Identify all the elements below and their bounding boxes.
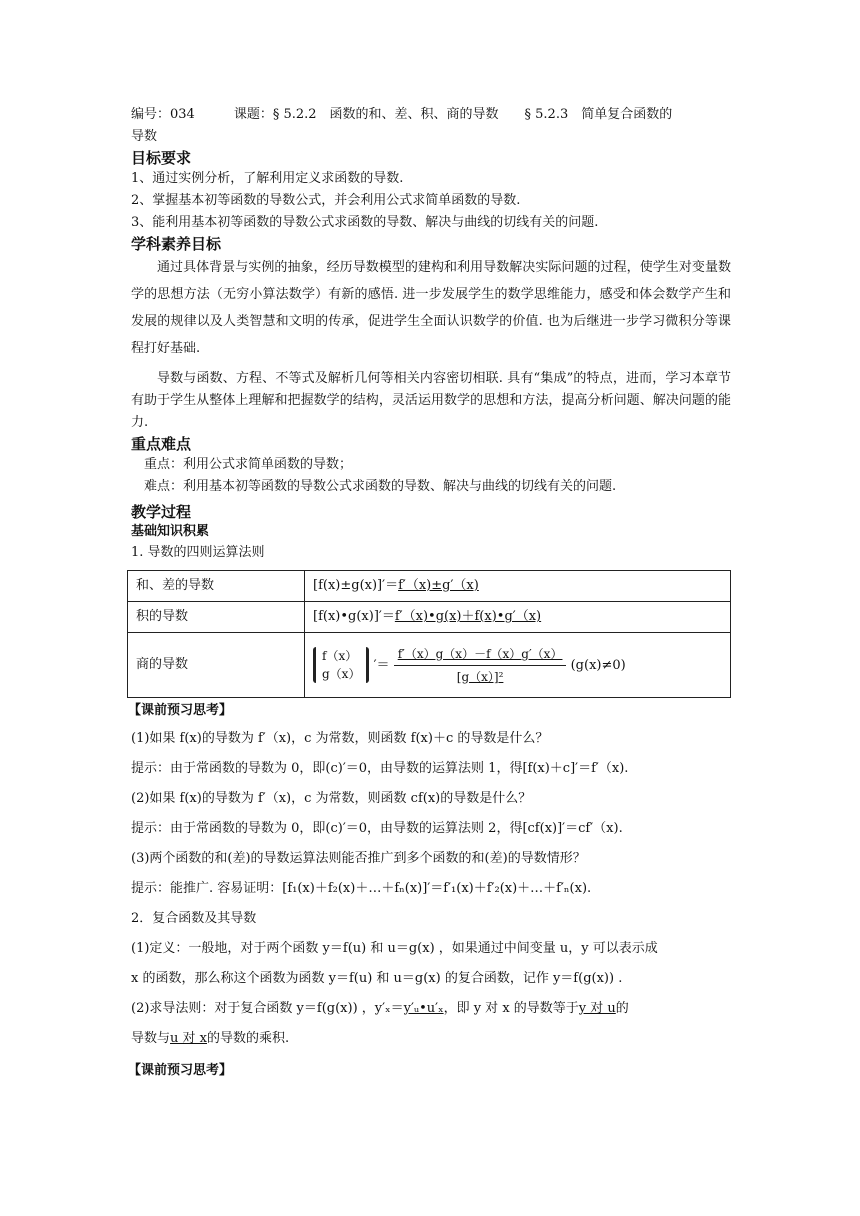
preview-title: 【课前预习思考】 <box>128 703 233 718</box>
hint-line: 提示：由于常函数的导数为 0，即(c)′＝0，由导数的运算法则 2，得[cf(x)]′＝cf′（x). <box>131 821 623 836</box>
formula-lhs: [f(x)•g(x)]′＝ <box>313 609 395 624</box>
quotient-bottom: g（x） <box>322 667 361 681</box>
goal-item: 3、能利用基本初等函数的导数公式求函数的导数、解决与曲线的切线有关的问题. <box>131 215 599 230</box>
rule-name: 积的导数 <box>128 602 305 633</box>
table-row <box>128 602 731 633</box>
question-line: (3)两个函数的和(差)的导数运算法则能否推广到多个函数的和(差)的导数情形？ <box>131 851 586 866</box>
composite-definition-cont: x 的函数，那么称这个函数为函数 y＝f(u) 和 u＝g(x) 的复合函数，记作 y＝f(g(x)) . <box>131 971 623 986</box>
header-line-cont: 导数 <box>131 129 158 144</box>
fraction-numerator: f′（x）g（x）－f（x）g′（x） <box>394 643 567 666</box>
table-row <box>128 633 731 698</box>
derivative-rules-table <box>127 570 731 698</box>
composite-definition: (1)定义：一般地，对于两个函数 y＝f(u) 和 u＝g(x) ，如果通过中间变量 u，y 可以表示成 <box>131 941 658 956</box>
preview-title-2: 【课前预习思考】 <box>128 1063 233 1078</box>
goal-item: 2、掌握基本初等函数的导数公式，并会利用公式求简单函数的导数. <box>131 193 521 208</box>
rules-heading: 1. 导数的四则运算法则 <box>131 545 265 560</box>
keypoints-title: 重点难点 <box>131 435 192 453</box>
quotient-top: f（x） <box>322 649 358 663</box>
difficult-point: 难点：利用基本初等函数的导数公式求函数的导数、解决与曲线的切线有关的问题. <box>144 479 617 494</box>
formula-rhs: f′（x)±g′（x) <box>398 578 479 593</box>
rule-name: 商的导数 <box>128 633 305 698</box>
question-line: (1)如果 f(x)的导数为 f′（x)，c 为常数，则函数 f(x)＋c 的导数是什么？ <box>131 731 549 746</box>
literacy-paragraph-2: 导数与函数、方程、不等式及解析几何等相关内容密切相联. 具有“集成”的特点，进而，学习本章节有助于学生从整体上理解和把握数学的结构，灵活运用数学的思想和方法，提高分析问题、解决问题的能力. <box>131 371 731 430</box>
rule-formula <box>305 602 731 633</box>
document-page <box>128 104 731 1084</box>
table-row <box>128 571 731 602</box>
composite-rule: (2)求导法则：对于复合函数 y＝f(g(x)) ，y′ₓ＝y′ᵤ•u′ₓ，即 y 对 x 的导数等于y 对 u的 <box>131 1001 629 1016</box>
formula-lhs: [f(x)±g(x)]′＝ <box>313 578 399 593</box>
literacy-title: 学科素养目标 <box>131 235 222 253</box>
rule-formula <box>305 571 731 602</box>
literacy-paragraph-1: 通过具体背景与实例的抽象，经历导数模型的建构和利用导数解决实际问题的过程，使学生对变量数学的思想方法（无穷小算法数学）有新的感悟. 进一步发展学生的数学思维能力，感受和体会数学产生和发展的规律以及人类智慧和文明的传承，促进学生全面认识数学的价值. 也为后继进一步学习微积分等课程打好基础. <box>131 260 731 356</box>
quotient-fraction <box>394 643 567 688</box>
goals-title: 目标要求 <box>131 149 192 167</box>
hint-line: 提示：由于常函数的导数为 0，即(c)′＝0，由导数的运算法则 1，得[f(x)＋c]′＝f′（x). <box>131 761 629 776</box>
key-point: 重点：利用公式求简单函数的导数； <box>144 457 353 472</box>
quotient-condition: (g(x)≠0) <box>570 657 626 673</box>
header-line: 编号：034 课题：§ 5.2.2 函数的和、差、积、商的导数 § 5.2.3 简单复合函数的 <box>131 107 673 122</box>
goal-item: 1、通过实例分析，了解利用定义求函数的导数. <box>131 171 404 186</box>
formula-rhs: f′（x)•g(x)＋f(x)•g′（x) <box>394 609 542 624</box>
rule-name: 和、差的导数 <box>128 571 305 602</box>
process-subtitle: 基础知识积累 <box>131 524 210 539</box>
hint-line: 提示：能推广. 容易证明：[f₁(x)＋f₂(x)＋…＋fₙ(x)]′＝f′₁(x)＋f′₂(x)＋…＋f′ₙ(x). <box>131 881 592 896</box>
quotient-bracket <box>313 647 369 683</box>
fraction-denominator: [g（x）]² <box>456 669 504 684</box>
process-title: 教学过程 <box>131 503 192 521</box>
rule-formula <box>305 633 731 698</box>
question-line: (2)如果 f(x)的导数为 f′（x)，c 为常数，则函数 cf(x)的导数是什么？ <box>131 791 532 806</box>
composite-heading: 2．复合函数及其导数 <box>131 911 257 926</box>
quotient-prime: ′＝ <box>373 657 390 673</box>
composite-rule-cont: 导数与u 对 x的导数的乘积. <box>131 1031 290 1046</box>
